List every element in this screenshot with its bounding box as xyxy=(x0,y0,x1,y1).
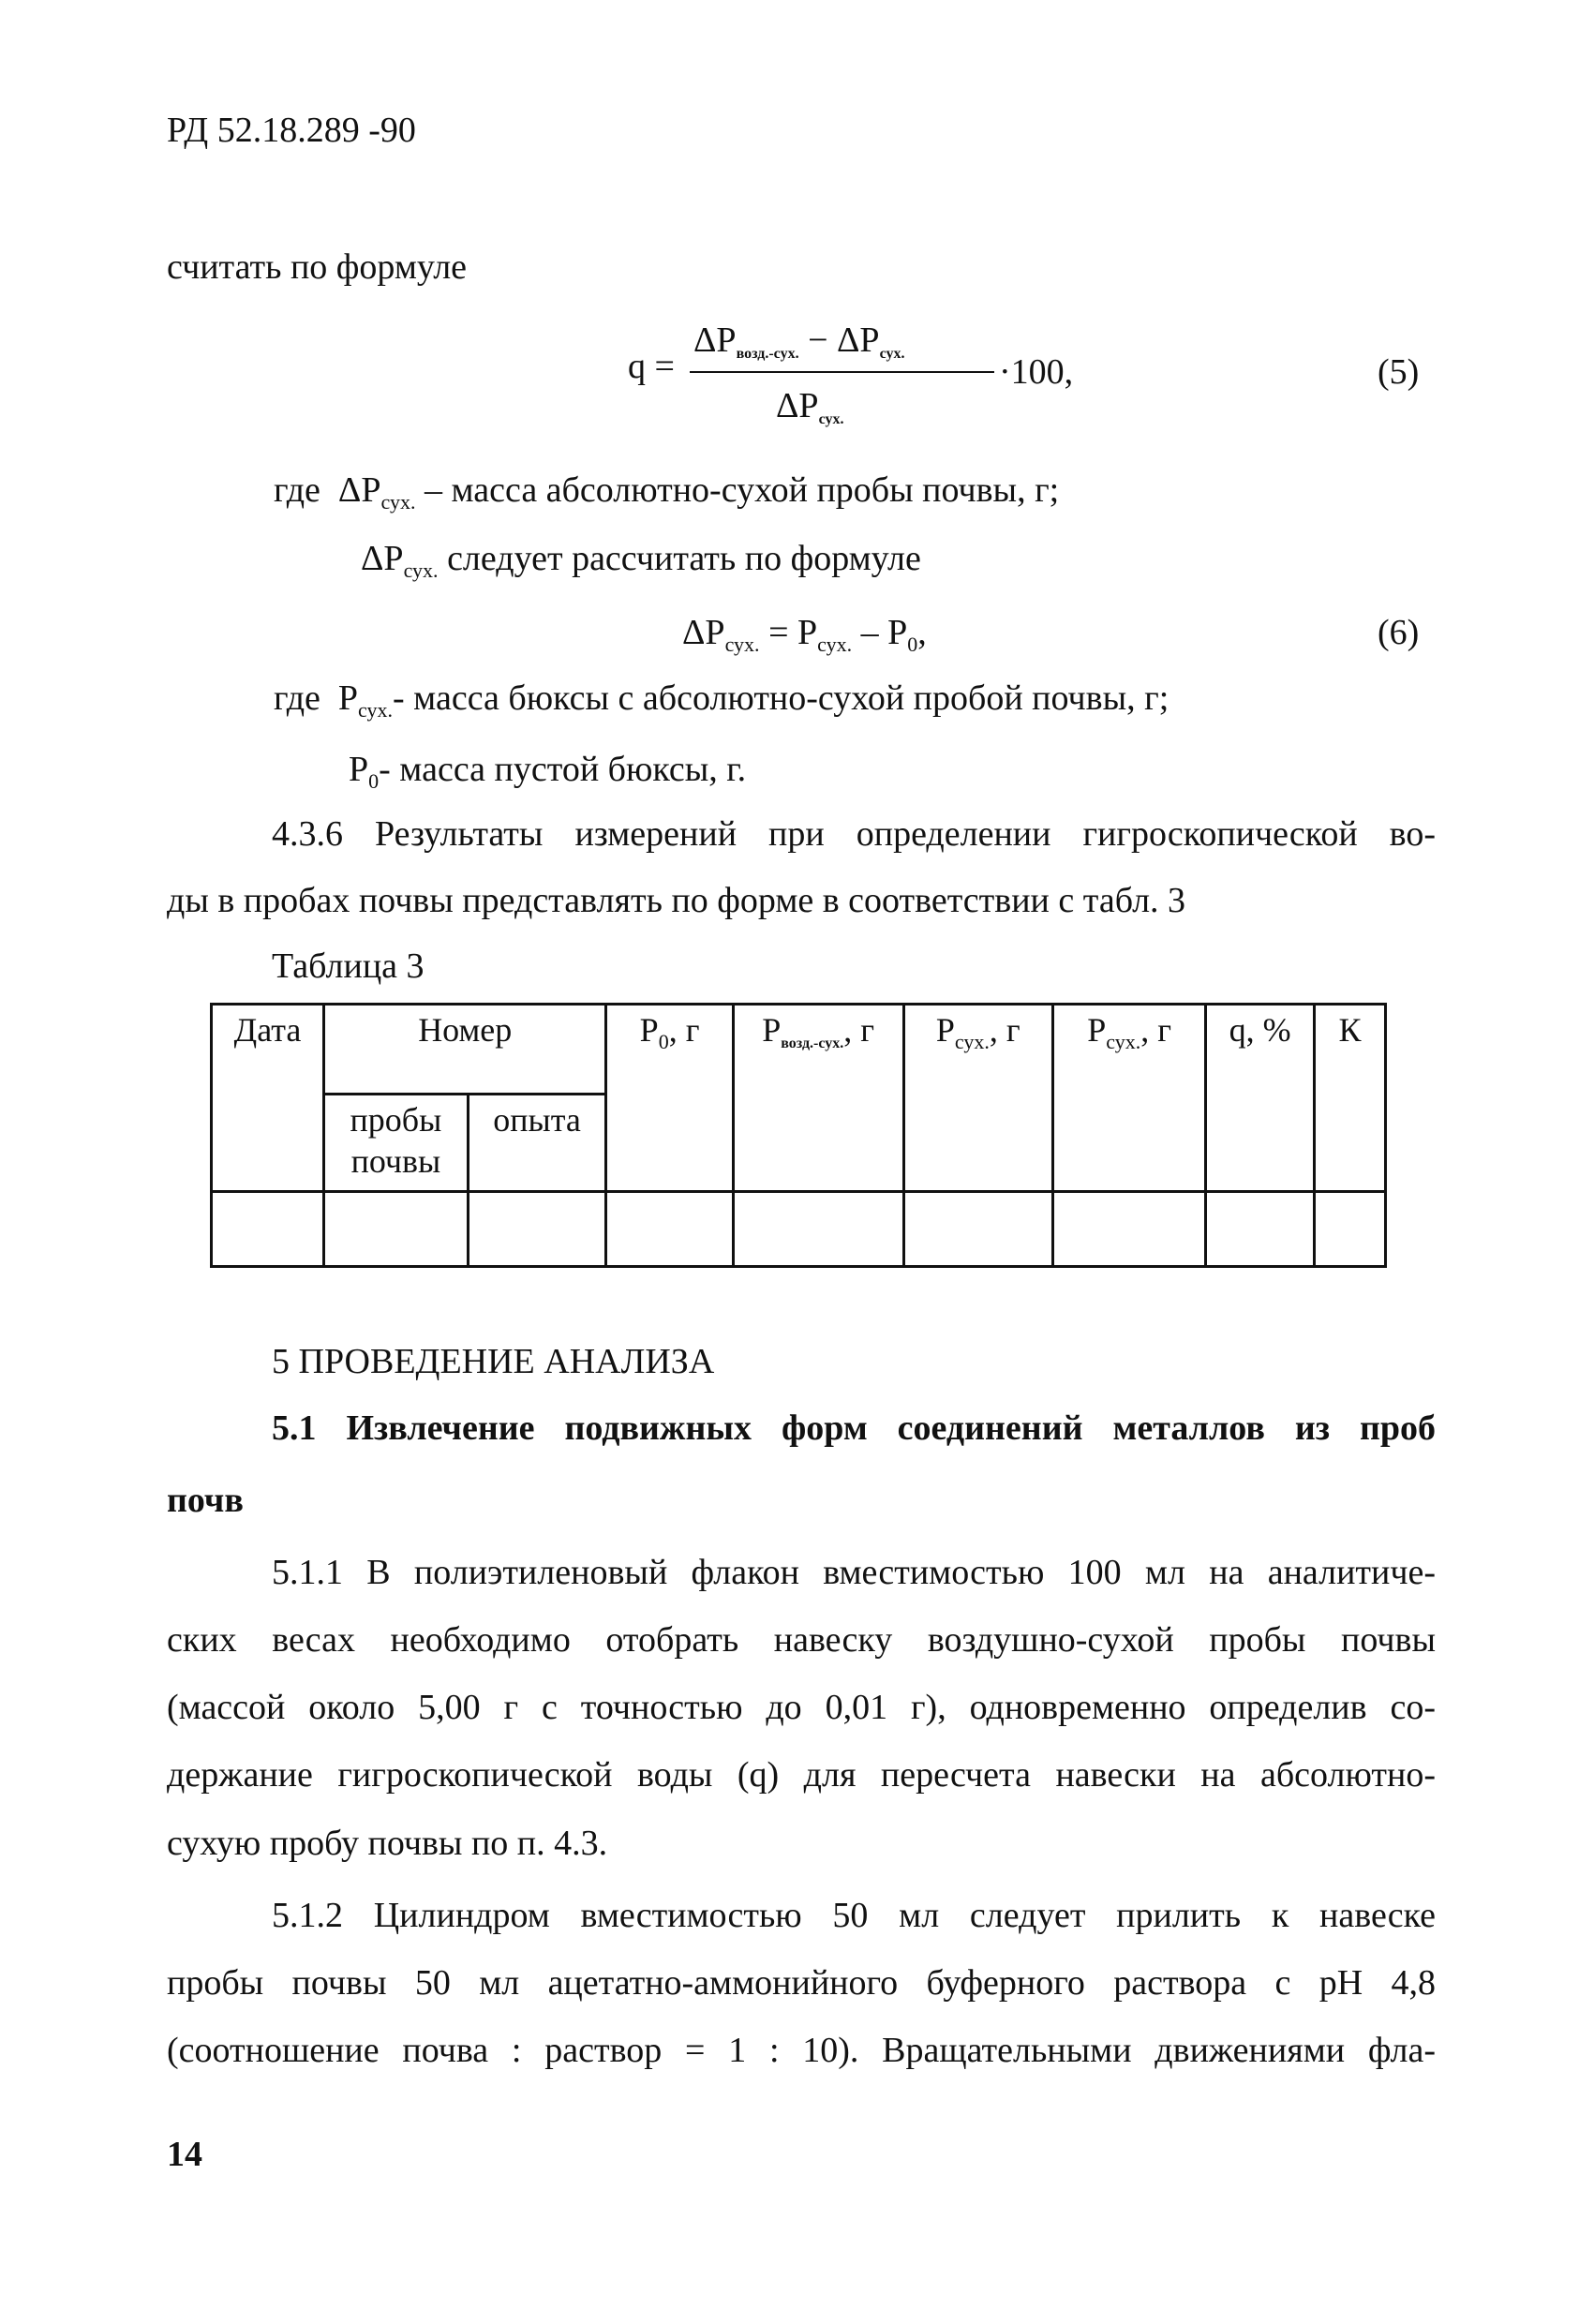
th-pair-sub: возд.-сух. xyxy=(781,1035,844,1051)
where1-label: где xyxy=(274,470,320,510)
table-cell xyxy=(903,1192,1052,1267)
formula5-term1: ΔP xyxy=(693,320,737,360)
th-k: К xyxy=(1315,1005,1386,1192)
where1-subscript: сух. xyxy=(380,490,416,514)
table-cell xyxy=(324,1192,469,1267)
formula5-minus: − ΔP xyxy=(808,320,880,360)
th-p0-unit: , г xyxy=(668,1011,700,1049)
th-pair-sym: P xyxy=(762,1011,782,1049)
th-sample: пробы почвы xyxy=(324,1095,469,1192)
th-p0 xyxy=(606,1005,733,1192)
where3-subscript: 0 xyxy=(368,769,380,793)
th-pdry-sym: P xyxy=(935,1011,955,1049)
note1-subscript: сух. xyxy=(403,559,439,582)
formula5-denominator xyxy=(776,384,843,441)
where2-subscript: сух. xyxy=(358,698,394,722)
where3-description: - масса пустой бюксы, г. xyxy=(379,750,747,789)
table-cell xyxy=(606,1192,733,1267)
formula5-fraction-bar xyxy=(690,371,994,373)
th-pdry2-sym: P xyxy=(1087,1011,1107,1049)
para512-line1: 5.1.2 Цилиндром вместимостью 50 мл следует прилить к навеске xyxy=(272,1896,1436,1935)
doc-code-header: РД 52.18.289 -90 xyxy=(167,111,416,150)
para511-line1: 5.1.1 В полиэтиленовый флакон вместимостью 100 мл на аналитиче- xyxy=(272,1553,1436,1592)
formula5-numerator xyxy=(693,319,904,376)
para512-line2: пробы почвы 50 мл ацетатно-аммонийного буферного раствора с pH 4,8 xyxy=(167,1963,1436,2003)
where2-symbol: P xyxy=(337,678,359,718)
th-p0-sub: 0 xyxy=(658,1030,669,1053)
table-3 xyxy=(210,1003,1387,1268)
table-cell xyxy=(733,1192,903,1267)
formula6-comma: , xyxy=(917,613,927,652)
note1-text: следует рассчитать по формуле xyxy=(447,539,921,578)
para511-line2: ских весах необходимо отобрать навеску воздушно-сухой пробы почвы xyxy=(167,1620,1436,1660)
section51-line2: почв xyxy=(167,1481,244,1520)
th-pair xyxy=(733,1005,903,1192)
page-number: 14 xyxy=(167,2135,202,2174)
th-q: q, % xyxy=(1206,1005,1315,1192)
formula-6 xyxy=(682,611,927,666)
table-cell xyxy=(1206,1192,1315,1267)
intro-text: считать по формуле xyxy=(167,247,468,287)
where1-description: – масса абсолютно-сухой пробы почвы, г; xyxy=(424,470,1060,510)
table-cell xyxy=(212,1192,324,1267)
where3-line xyxy=(349,748,746,803)
table-cell xyxy=(1315,1192,1386,1267)
formula5-den: ΔP xyxy=(776,386,819,425)
th-pdry-sub: сух. xyxy=(954,1030,990,1053)
formula6-number: (6) xyxy=(1378,613,1420,652)
formula6-eq: = P xyxy=(768,613,818,652)
where2-description: - масса бюксы с абсолютно-сухой пробой почвы, г; xyxy=(393,678,1169,718)
formula5-sub1: возд.-сух. xyxy=(736,346,799,362)
section51-line1: 5.1 Извлечение подвижных форм соединений металлов из проб xyxy=(272,1408,1436,1448)
th-pdry2-unit: , г xyxy=(1140,1011,1171,1049)
th-date: Дата xyxy=(212,1005,324,1192)
formula5-number: (5) xyxy=(1378,352,1420,392)
where1-symbol: ΔP xyxy=(337,470,381,510)
th-pdry-unit: , г xyxy=(989,1011,1020,1049)
para436-line2: ды в пробах почвы представлять по форме в соответствии с табл. 3 xyxy=(167,881,1186,920)
note1-symbol: ΔP xyxy=(361,539,404,578)
formula6-minus: – P xyxy=(860,613,908,652)
formula6-r1-sub: сух. xyxy=(817,633,853,656)
formula6-lhs: ΔP xyxy=(682,613,725,652)
th-p0-sym: P xyxy=(639,1011,659,1049)
table-row xyxy=(212,1192,1386,1267)
where3-symbol: P xyxy=(349,750,369,789)
para436-line1: 4.3.6 Результаты измерений при определении гигроскопической во- xyxy=(272,814,1436,854)
table-cell xyxy=(468,1192,606,1267)
para511-line5: сухую пробу почвы по п. 4.3. xyxy=(167,1824,608,1863)
para511-line3: (массой около 5,00 г с точностью до 0,01 г), одновременно определив со- xyxy=(167,1688,1436,1727)
where2-line xyxy=(274,677,1169,732)
th-pair-unit: , г xyxy=(843,1011,875,1049)
formula6-r2-sub: 0 xyxy=(907,633,918,656)
formula5-lhs: q = xyxy=(628,347,675,386)
th-number: Номер xyxy=(324,1005,606,1095)
where2-label: где xyxy=(274,678,320,718)
where1-line xyxy=(274,469,1059,524)
th-pdry2 xyxy=(1052,1005,1205,1192)
formula5-factor: ·100, xyxy=(999,352,1074,392)
note1-line xyxy=(361,537,921,592)
section5-title: 5 ПРОВЕДЕНИЕ АНАЛИЗА xyxy=(272,1342,715,1381)
para512-line3: (соотношение почва : раствор = 1 : 10). Вращательными движениями фла- xyxy=(167,2031,1436,2070)
th-pdry2-sub: сух. xyxy=(1106,1030,1141,1053)
formula6-lhs-sub: сух. xyxy=(724,633,760,656)
formula5-sub2: сух. xyxy=(879,346,905,362)
table3-caption: Таблица 3 xyxy=(272,946,425,986)
para511-line4: держание гигроскопической воды (q) для пересчета навески на абсолютно- xyxy=(167,1755,1436,1795)
th-pdry xyxy=(903,1005,1052,1192)
th-experiment: опыта xyxy=(468,1095,606,1192)
table-cell xyxy=(1052,1192,1205,1267)
formula5-den-sub: сух. xyxy=(818,411,844,427)
